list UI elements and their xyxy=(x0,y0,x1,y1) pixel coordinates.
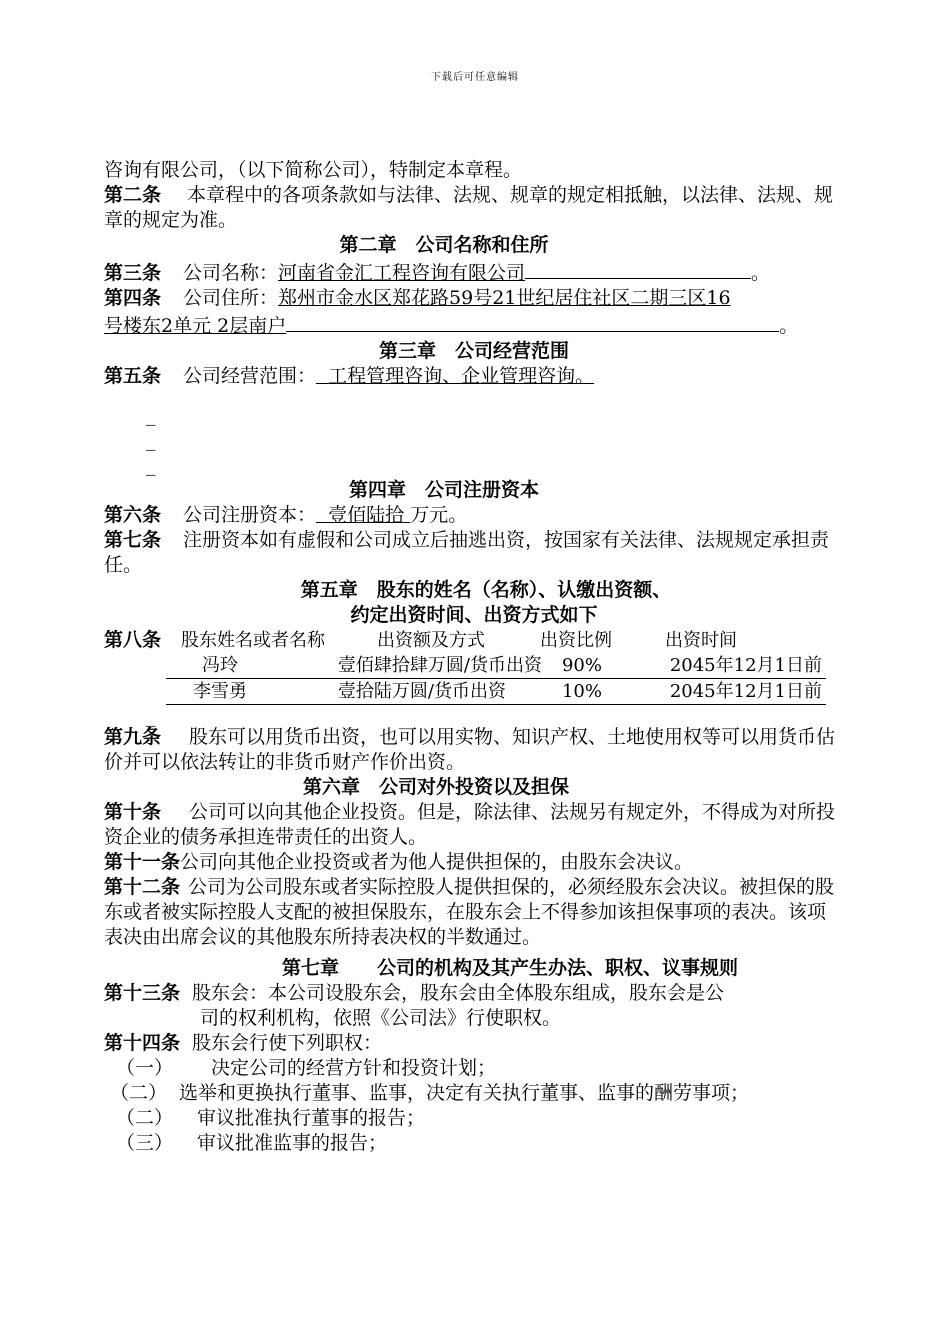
shareholder-amount: 壹佰肆拾肆万圆/货币出资 xyxy=(337,655,542,676)
article-2 xyxy=(104,183,844,233)
list-item-text: 审议批准执行董事的报告； xyxy=(197,1107,426,1129)
chapter-4-title: 第四章 公司注册资本 xyxy=(348,479,539,501)
blank-dash: _ xyxy=(146,429,156,451)
article-label: 第十二条 xyxy=(104,876,181,898)
col-header-name: 股东姓名或者名称 xyxy=(181,630,326,651)
page-header: 下载后可任意编辑 xyxy=(431,72,519,83)
article-label: 第四条 xyxy=(104,287,162,309)
col-header-ratio: 出资比例 xyxy=(540,630,613,651)
shareholder-row xyxy=(166,679,826,705)
chapter-6-title: 第六章 公司对外投资以及担保 xyxy=(302,776,569,798)
shareholder-date: 2045年12月1日前 xyxy=(669,655,822,676)
shareholder-name: 李雪勇 xyxy=(193,681,247,702)
article-4-cont xyxy=(104,311,844,339)
punct: 。 xyxy=(779,315,799,337)
article-label: 第五条 xyxy=(104,365,162,387)
chapter-2-title: 第二章 公司名称和住所 xyxy=(339,234,549,256)
article-text: 公司为公司股东或者实际控股人提供担保的，必须经股东会决议。被担保的股东或者被实际控股人支配的被担保股东，在股东会上不得参加该担保事项的表决。该项表决由出席会议的其他股东所持表决权的半数通过。 xyxy=(104,876,835,948)
scope-value xyxy=(316,365,594,387)
capital-value xyxy=(316,504,410,526)
article-9 xyxy=(104,725,844,775)
article-label: 第十三条 xyxy=(104,982,181,1004)
list-item-number: （二） xyxy=(110,1082,168,1104)
list-item xyxy=(104,1131,844,1156)
article-text: 注册资本如有虚假和公司成立后抽逃出资，按国家有关法律、法规规定承担责任。 xyxy=(104,529,830,576)
article-13 xyxy=(104,981,844,1006)
article-12 xyxy=(104,875,844,950)
shareholder-amount: 壹拾陆万圆/货币出资 xyxy=(337,681,506,702)
article-label: 第十四条 xyxy=(104,1032,181,1054)
article-11 xyxy=(104,850,844,875)
article-text: 公司可以向其他企业投资。但是，除法律、法规另有规定外，不得成为对所投资企业的债务承担连带责任的出资人。 xyxy=(104,801,836,848)
shareholder-ratio: 10% xyxy=(561,681,602,702)
list-item-text: 审议批准监事的报告； xyxy=(197,1132,388,1154)
blank-dash: _ xyxy=(146,454,156,476)
shareholder-name: 冯玲 xyxy=(202,655,238,676)
article-text-end: 万元。 xyxy=(410,504,468,526)
article-label: 第六条 xyxy=(104,504,162,526)
article-label: 第三条 xyxy=(104,262,162,284)
article-4 xyxy=(104,286,844,311)
article-label: 第八条 xyxy=(104,629,162,651)
article-text: 本章程中的各项条款如与法律、法规、规章的规定相抵触，以法律、法规、规章的规定为准。 xyxy=(104,184,834,231)
list-item-number: （三） xyxy=(116,1132,174,1154)
article-label: 第七条 xyxy=(104,529,162,551)
article-14 xyxy=(104,1031,844,1056)
shareholder-row xyxy=(166,653,826,679)
article-13-cont: 司的权利机构，依照《公司法》行使职权。 xyxy=(200,1007,562,1029)
article-label: 第九条 xyxy=(104,726,162,748)
shareholder-ratio: 90% xyxy=(561,655,602,676)
capital-text: 壹佰陆拾 xyxy=(328,504,405,526)
document-body xyxy=(104,158,844,1156)
article-3 xyxy=(104,258,844,286)
shareholder-date: 2045年12月1日前 xyxy=(669,681,822,702)
article-text: 公司注册资本： xyxy=(183,504,317,526)
article-7 xyxy=(104,528,844,578)
blank-line xyxy=(286,311,779,332)
article-label: 第二条 xyxy=(104,184,162,206)
punct: 。 xyxy=(751,262,771,284)
list-item xyxy=(104,1081,844,1106)
article-label: 第十一条 xyxy=(104,851,181,873)
address-value: 郑州市金水区郑花路59号21世纪居住社区二期三区16 xyxy=(278,287,731,309)
chapter-7-title: 第七章 公司的机构及其产生办法、职权、议事规则 xyxy=(282,957,739,979)
chapter-3-title: 第三章 公司经营范围 xyxy=(378,340,569,362)
article-6 xyxy=(104,503,844,528)
intro-text: 咨询有限公司，（以下简称公司），特制定本章程。 xyxy=(104,159,523,181)
company-name-value: 河南省金汇工程咨询有限公司 xyxy=(278,262,526,284)
article-text: 股东会行使下列职权： xyxy=(192,1032,383,1054)
blank-dash: _ xyxy=(146,705,156,727)
list-item-number: （一） xyxy=(116,1057,174,1079)
article-label: 第十条 xyxy=(104,801,162,823)
address-value-cont: 号楼东2单元 2层南户 xyxy=(104,315,287,337)
list-item-text: 决定公司的经营方针和投资计划； xyxy=(211,1057,497,1079)
article-text: 公司向其他企业投资或者为他人提供担保的，由股东会决议。 xyxy=(180,851,694,873)
chapter-5-subtitle: 约定出资时间、出资方式如下 xyxy=(350,604,598,626)
chapter-5-title: 第五章 股东的姓名（名称）、认缴出资额、 xyxy=(300,579,672,601)
list-item-number: （二） xyxy=(116,1107,174,1129)
scope-text: 工程管理咨询、企业管理咨询。 xyxy=(328,365,595,387)
article-5 xyxy=(104,364,844,389)
article-text: 公司经营范围： xyxy=(183,365,317,387)
article-text: 股东会：本公司设股东会，股东会由全体股东组成，股东会是公 xyxy=(192,982,725,1004)
article-10 xyxy=(104,800,844,850)
list-item xyxy=(104,1056,844,1081)
blank-line xyxy=(525,258,751,279)
list-item xyxy=(104,1106,844,1131)
col-header-amount: 出资额及方式 xyxy=(377,630,486,651)
list-item-text: 选举和更换执行董事、监事，决定有关执行董事、监事的酬劳事项； xyxy=(179,1082,750,1104)
article-text: 公司住所： xyxy=(183,287,279,309)
article-text: 股东可以用货币出资，也可以用实物、知识产权、土地使用权等可以用货币估价并可以依法转让的非货币财产作价出资。 xyxy=(104,726,836,773)
article-text: 公司名称： xyxy=(183,262,279,284)
article-8-header xyxy=(104,628,844,653)
col-header-date: 出资时间 xyxy=(665,630,738,651)
blank-dash: _ xyxy=(146,404,156,426)
